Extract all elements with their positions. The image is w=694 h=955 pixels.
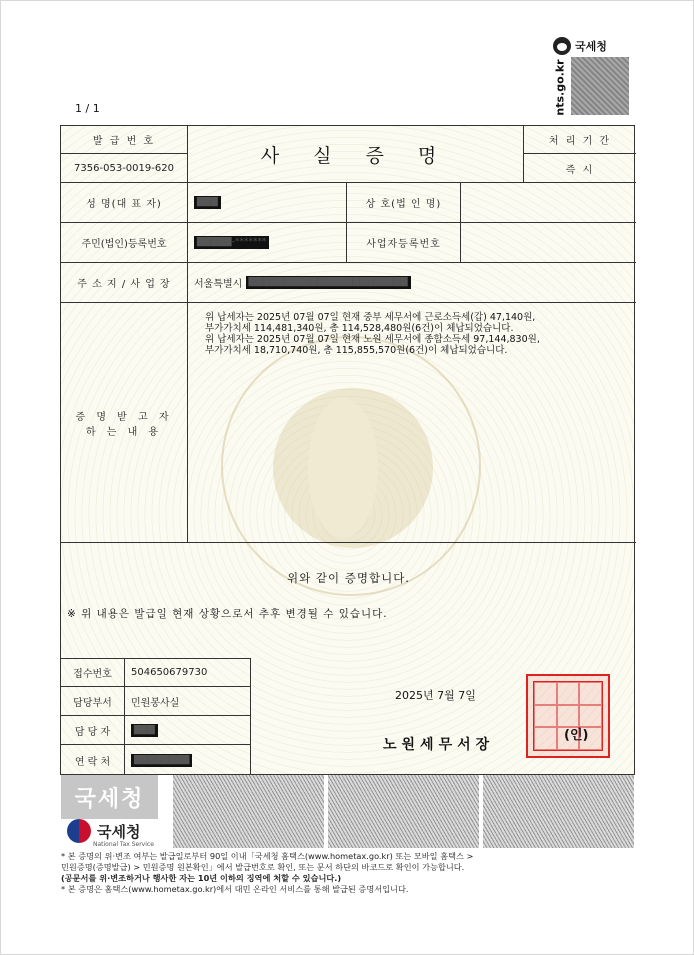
footnote-line: * 본 증명의 위·변조 여부는 발급일로부터 90일 이내「국세청 홈택스(www.hometax.go.kr) 또는 모바일 홈택스 >: [61, 851, 474, 861]
processing-value: 즉 시: [524, 154, 636, 183]
content-line: 부가가치세 18,710,740원, 총 115,855,570원(6건)이 체납되었습니다.: [205, 345, 508, 356]
issue-no-value: 7356-053-0019-620: [61, 154, 188, 183]
barcode-3-icon: [483, 775, 634, 848]
company-value: [461, 183, 636, 223]
receipt-value: 504650679730: [125, 658, 251, 687]
page-number: 1 / 1: [75, 102, 100, 115]
footnote-line: 민원증명(증명발급) > 민원증명 원본확인」에서 발급번호로 확인, 또는 문서 하단의 바코드로 확인이 가능합니다.: [61, 862, 465, 872]
issue-no-label: 발 급 번 호: [61, 126, 188, 154]
id-value: ▇▇▇▇▇-*******: [188, 223, 347, 263]
seal-mark: (인): [564, 728, 589, 743]
officer-value: ▇▇▇: [125, 716, 251, 745]
url-vertical: nts.go.kr: [553, 58, 567, 116]
nts-top-logo: [553, 37, 607, 55]
content-line: 위 납세자는 2025년 07월 07일 현재 중부 세무서에 근로소득세(갑) 47,140원,: [205, 312, 536, 323]
dept-label: 담당부서: [61, 687, 125, 716]
change-notice: ※ 위 내용은 발급일 현재 상황으로서 추후 변경될 수 있습니다.: [67, 608, 388, 620]
barcode-2-icon: [328, 775, 479, 848]
bizno-value: [461, 223, 636, 263]
logo-subtext: National Tax Service: [93, 841, 154, 848]
taegeuk-icon: [67, 819, 91, 843]
id-label: 주민(법인)등록번호: [61, 223, 188, 263]
contact-label: 연 락 처: [61, 745, 125, 775]
footnote-line: * 본 증명은 홈택스(www.hometax.go.kr)에서 대민 온라인 서비스를 통해 발급된 증명서입니다.: [61, 884, 409, 894]
nts-mascot-icon: [553, 37, 571, 55]
footnote-line: (공문서를 위·변조하거나 행사한 자는 10년 이하의 징역에 처할 수 있습니다.): [61, 873, 342, 883]
logo-text: 국세청: [97, 822, 141, 841]
nts-bottom-logo: [67, 819, 140, 843]
address-label: 주 소 지 / 사 업 장: [61, 263, 188, 303]
content-line: 위 납세자는 2025년 07월 07일 현재 노원 세무서에 종합소득세 97,144,830원,: [205, 334, 540, 345]
contact-value: ▇▇▇▇▇▇▇▇: [125, 745, 251, 775]
address-redacted: ▇▇▇▇▇▇▇▇▇▇▇▇▇▇▇▇▇▇▇▇▇▇▇: [246, 276, 411, 289]
processing-label: 처 리 기 간: [524, 126, 636, 154]
document-title: 사 실 증 명: [188, 126, 524, 183]
issue-date: 2025년 7월 7일: [395, 689, 476, 702]
qr-code-icon: [571, 57, 629, 115]
agency-label: 국세청: [575, 40, 607, 53]
content-label: 증 명 받 고 자 하 는 내 용: [61, 303, 188, 543]
officer-label: 담 당 자: [61, 716, 125, 745]
certified-content: [197, 312, 636, 356]
address-value: 서울특별시 ▇▇▇▇▇▇▇▇▇▇▇▇▇▇▇▇▇▇▇▇▇▇▇: [188, 263, 636, 303]
name-value: ▇▇▇: [188, 183, 347, 223]
name-label: 성 명(대 표 자): [61, 183, 188, 223]
receipt-label: 접수번호: [61, 658, 125, 687]
office-head: 노원세무서장: [383, 737, 495, 753]
dept-value: 민원봉사실: [125, 687, 251, 716]
official-seal-icon: [526, 674, 610, 758]
barcode-1-icon: [173, 775, 324, 848]
certify-statement: 위와 같이 증명합니다.: [287, 571, 410, 585]
nts-gray-stamp: 국세청: [61, 775, 158, 819]
bizno-label: 사업자등록번호: [347, 223, 461, 263]
content-line: 부가가치세 114,481,340원, 총 114,528,480원(6건)이 체납되었습니다.: [205, 323, 514, 334]
certificate-table: [60, 125, 635, 775]
company-label: 상 호(법 인 명): [347, 183, 461, 223]
